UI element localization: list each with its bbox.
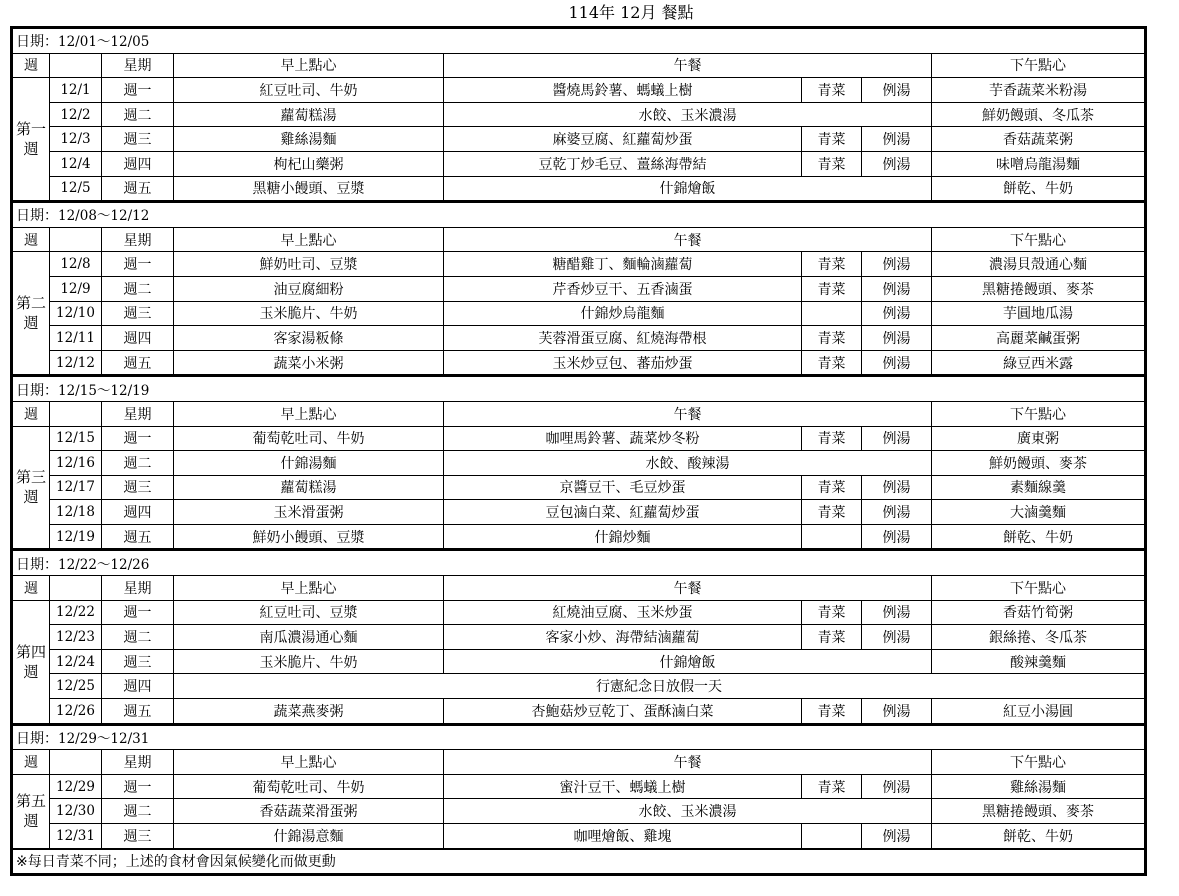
- day-date: 12/4: [50, 151, 102, 176]
- header-morning: 早上點心: [174, 750, 444, 775]
- afternoon-snack: 香菇竹筍粥: [932, 600, 1146, 625]
- table-row: [12, 78, 1146, 103]
- day-weekday: 週五: [102, 699, 174, 725]
- header-date: [50, 53, 102, 78]
- morning-snack: 蔬菜燕麥粥: [174, 699, 444, 725]
- lunch-vegetable: [802, 524, 862, 550]
- header-afternoon: 下午點心: [932, 750, 1146, 775]
- lunch: 紅燒油豆腐、玉米炒蛋: [444, 600, 802, 625]
- table-row: [12, 127, 1146, 152]
- header-day: 星期: [102, 401, 174, 426]
- morning-snack: 客家湯粄條: [174, 326, 444, 351]
- morning-snack: 玉米脆片、牛奶: [174, 301, 444, 326]
- header-morning: 早上點心: [174, 401, 444, 426]
- date-range: [12, 28, 1146, 54]
- lunch-soup: 例湯: [862, 301, 932, 326]
- day-weekday: 週二: [102, 625, 174, 650]
- day-weekday: 週一: [102, 426, 174, 451]
- day-date: 12/22: [50, 600, 102, 625]
- lunch-soup: 例湯: [862, 252, 932, 277]
- morning-snack: 雞絲湯麵: [174, 127, 444, 152]
- afternoon-snack: 銀絲捲、冬瓜茶: [932, 625, 1146, 650]
- day-date: 12/2: [50, 102, 102, 127]
- lunch-vegetable: 青菜: [802, 326, 862, 351]
- morning-snack: 香菇蔬菜滑蛋粥: [174, 799, 444, 824]
- morning-snack: 葡萄乾吐司、牛奶: [174, 426, 444, 451]
- lunch: 芙蓉滑蛋豆腐、紅燒海帶根: [444, 326, 802, 351]
- day-weekday: 週一: [102, 252, 174, 277]
- lunch: 什錦炒烏龍麵: [444, 301, 802, 326]
- day-weekday: 週四: [102, 326, 174, 351]
- morning-snack: 鮮奶吐司、豆漿: [174, 252, 444, 277]
- afternoon-snack: 素麵線羹: [932, 475, 1146, 500]
- table-row: [12, 475, 1146, 500]
- date-label: 日期：: [16, 556, 58, 573]
- lunch: 蜜汁豆干、螞蟻上樹: [444, 774, 802, 799]
- lunch-soup: 例湯: [862, 625, 932, 650]
- date-range-row: [12, 202, 1146, 228]
- afternoon-snack: 綠豆西米露: [932, 350, 1146, 376]
- day-weekday: 週三: [102, 301, 174, 326]
- morning-snack: 黑糖小饅頭、豆漿: [174, 176, 444, 202]
- day-date: 12/3: [50, 127, 102, 152]
- table-row: [12, 524, 1146, 550]
- header-afternoon: 下午點心: [932, 576, 1146, 601]
- day-weekday: 週一: [102, 774, 174, 799]
- header-row: [12, 576, 1146, 601]
- week-label: 第二週: [12, 252, 50, 376]
- header-morning: 早上點心: [174, 576, 444, 601]
- day-date: 12/5: [50, 176, 102, 202]
- morning-snack: 南瓜濃湯通心麵: [174, 625, 444, 650]
- meal-schedule-table: [10, 26, 1147, 876]
- day-date: 12/8: [50, 252, 102, 277]
- morning-snack: 蘿蔔糕湯: [174, 475, 444, 500]
- table-row: [12, 824, 1146, 849]
- table-row: [12, 774, 1146, 799]
- table-row: [12, 426, 1146, 451]
- footnote-row: [12, 849, 1146, 875]
- day-weekday: 週三: [102, 824, 174, 849]
- lunch: 豆包滷白菜、紅蘿蔔炒蛋: [444, 500, 802, 525]
- table-row: [12, 500, 1146, 525]
- lunch-vegetable: 青菜: [802, 699, 862, 725]
- header-date: [50, 227, 102, 252]
- header-day: 星期: [102, 750, 174, 775]
- lunch-vegetable: [802, 824, 862, 849]
- header-row: [12, 401, 1146, 426]
- day-weekday: 週五: [102, 350, 174, 376]
- lunch-soup: 例湯: [862, 276, 932, 301]
- lunch-soup: 例湯: [862, 699, 932, 725]
- day-weekday: 週三: [102, 127, 174, 152]
- day-weekday: 週一: [102, 600, 174, 625]
- morning-snack: 什錦湯意麵: [174, 824, 444, 849]
- afternoon-snack: 廣東粥: [932, 426, 1146, 451]
- header-lunch: 午餐: [444, 401, 932, 426]
- morning-snack: 油豆腐細粉: [174, 276, 444, 301]
- lunch-vegetable: 青菜: [802, 625, 862, 650]
- day-date: 12/17: [50, 475, 102, 500]
- lunch-soup: 例湯: [862, 151, 932, 176]
- table-row: [12, 176, 1146, 202]
- page-title: 114年 12月 餐點: [568, 3, 694, 22]
- header-day: 星期: [102, 576, 174, 601]
- afternoon-snack: 餅乾、牛奶: [932, 524, 1146, 550]
- table-row: [12, 326, 1146, 351]
- day-date: 12/9: [50, 276, 102, 301]
- day-weekday: 週五: [102, 524, 174, 550]
- date-range-row: [12, 550, 1146, 576]
- morning-snack: 葡萄乾吐司、牛奶: [174, 774, 444, 799]
- header-week: 週: [12, 53, 50, 78]
- table-row: [12, 350, 1146, 376]
- lunch-vegetable: 青菜: [802, 774, 862, 799]
- lunch: 什錦燴飯: [444, 176, 932, 202]
- lunch: 水餃、酸辣湯: [444, 451, 932, 476]
- table-row: [12, 102, 1146, 127]
- lunch: 糖醋雞丁、麵輪滷蘿蔔: [444, 252, 802, 277]
- lunch: 水餃、玉米濃湯: [444, 102, 932, 127]
- day-weekday: 週四: [102, 500, 174, 525]
- lunch-vegetable: 青菜: [802, 78, 862, 103]
- week-label: 第三週: [12, 426, 50, 550]
- lunch-vegetable: [802, 301, 862, 326]
- morning-snack: 玉米脆片、牛奶: [174, 649, 444, 674]
- morning-snack: 紅豆吐司、豆漿: [174, 600, 444, 625]
- date-label: 日期：: [16, 34, 58, 51]
- lunch: 客家小炒、海帶結滷蘿蔔: [444, 625, 802, 650]
- day-weekday: 週五: [102, 176, 174, 202]
- table-row: [12, 151, 1146, 176]
- table-row: [12, 451, 1146, 476]
- header-lunch: 午餐: [444, 750, 932, 775]
- table-row: [12, 252, 1146, 277]
- header-day: 星期: [102, 227, 174, 252]
- date-range: [12, 376, 1146, 402]
- date-range-row: [12, 724, 1146, 750]
- morning-snack: 什錦湯麵: [174, 451, 444, 476]
- header-row: [12, 227, 1146, 252]
- header-date: [50, 401, 102, 426]
- header-morning: 早上點心: [174, 227, 444, 252]
- afternoon-snack: 濃湯貝殼通心麵: [932, 252, 1146, 277]
- date-range-value: 12/22～12/26: [58, 556, 150, 573]
- lunch-soup: 例湯: [862, 127, 932, 152]
- morning-snack: 蔬菜小米粥: [174, 350, 444, 376]
- header-lunch: 午餐: [444, 576, 932, 601]
- table-row: [12, 625, 1146, 650]
- table-row: [12, 301, 1146, 326]
- afternoon-snack: 紅豆小湯圓: [932, 699, 1146, 725]
- lunch: 什錦燴飯: [444, 649, 932, 674]
- day-weekday: 週一: [102, 78, 174, 103]
- lunch-soup: 例湯: [862, 78, 932, 103]
- lunch-vegetable: 青菜: [802, 426, 862, 451]
- day-weekday: 週二: [102, 276, 174, 301]
- afternoon-snack: 高麗菜鹹蛋粥: [932, 326, 1146, 351]
- morning-snack: 紅豆吐司、牛奶: [174, 78, 444, 103]
- day-date: 12/30: [50, 799, 102, 824]
- lunch-soup: 例湯: [862, 426, 932, 451]
- day-date: 12/23: [50, 625, 102, 650]
- lunch-soup: 例湯: [862, 500, 932, 525]
- afternoon-snack: 雞絲湯麵: [932, 774, 1146, 799]
- header-row: [12, 53, 1146, 78]
- day-date: 12/19: [50, 524, 102, 550]
- date-label: 日期：: [16, 382, 58, 399]
- lunch-vegetable: 青菜: [802, 475, 862, 500]
- day-date: 12/25: [50, 674, 102, 699]
- day-date: 12/26: [50, 699, 102, 725]
- day-weekday: 週二: [102, 451, 174, 476]
- lunch-vegetable: 青菜: [802, 151, 862, 176]
- lunch-soup: 例湯: [862, 524, 932, 550]
- day-weekday: 週三: [102, 649, 174, 674]
- day-date: 12/10: [50, 301, 102, 326]
- header-lunch: 午餐: [444, 53, 932, 78]
- header-afternoon: 下午點心: [932, 53, 1146, 78]
- morning-snack: 枸杞山藥粥: [174, 151, 444, 176]
- table-row: [12, 699, 1146, 725]
- day-date: 12/11: [50, 326, 102, 351]
- lunch: 麻婆豆腐、紅蘿蔔炒蛋: [444, 127, 802, 152]
- date-range-value: 12/01～12/05: [58, 34, 150, 51]
- lunch-soup: 例湯: [862, 774, 932, 799]
- header-day: 星期: [102, 53, 174, 78]
- day-weekday: 週四: [102, 151, 174, 176]
- day-date: 12/1: [50, 78, 102, 103]
- date-range-row: [12, 376, 1146, 402]
- lunch: 咖哩燴飯、雞塊: [444, 824, 802, 849]
- table-row: [12, 649, 1146, 674]
- day-weekday: 週三: [102, 475, 174, 500]
- morning-snack: 玉米滑蛋粥: [174, 500, 444, 525]
- header-date: [50, 750, 102, 775]
- date-range: [12, 550, 1146, 576]
- afternoon-snack: 餅乾、牛奶: [932, 824, 1146, 849]
- date-label: 日期：: [16, 730, 58, 747]
- table-row: [12, 600, 1146, 625]
- header-week: 週: [12, 401, 50, 426]
- day-date: 12/16: [50, 451, 102, 476]
- afternoon-snack: 鮮奶饅頭、麥茶: [932, 451, 1146, 476]
- lunch: 什錦炒麵: [444, 524, 802, 550]
- header-afternoon: 下午點心: [932, 401, 1146, 426]
- day-weekday: 週二: [102, 799, 174, 824]
- morning-snack: 鮮奶小饅頭、豆漿: [174, 524, 444, 550]
- lunch: 京醬豆干、毛豆炒蛋: [444, 475, 802, 500]
- day-weekday: 週二: [102, 102, 174, 127]
- date-range: [12, 724, 1146, 750]
- footnote: ※每日青菜不同；上述的食材會因氣候變化而做更動: [12, 849, 1146, 875]
- day-date: 12/29: [50, 774, 102, 799]
- holiday-note: 行憲紀念日放假一天: [174, 674, 1146, 699]
- lunch-vegetable: 青菜: [802, 252, 862, 277]
- afternoon-snack: 大滷羹麵: [932, 500, 1146, 525]
- table-row: [12, 674, 1146, 699]
- lunch: 杏鮑菇炒豆乾丁、蛋酥滷白菜: [444, 699, 802, 725]
- lunch-soup: 例湯: [862, 475, 932, 500]
- lunch-vegetable: 青菜: [802, 500, 862, 525]
- lunch-soup: 例湯: [862, 600, 932, 625]
- day-date: 12/18: [50, 500, 102, 525]
- date-range: [12, 202, 1146, 228]
- lunch-vegetable: 青菜: [802, 350, 862, 376]
- lunch: 豆乾丁炒毛豆、薑絲海帶結: [444, 151, 802, 176]
- lunch: 玉米炒豆包、蕃茄炒蛋: [444, 350, 802, 376]
- header-week: 週: [12, 227, 50, 252]
- lunch-soup: 例湯: [862, 824, 932, 849]
- week-label: 第四週: [12, 600, 50, 724]
- date-range-value: 12/29～12/31: [58, 730, 150, 747]
- lunch-vegetable: 青菜: [802, 276, 862, 301]
- afternoon-snack: 餅乾、牛奶: [932, 176, 1146, 202]
- afternoon-snack: 芋圓地瓜湯: [932, 301, 1146, 326]
- header-lunch: 午餐: [444, 227, 932, 252]
- morning-snack: 蘿蔔糕湯: [174, 102, 444, 127]
- week-label: 第一週: [12, 78, 50, 202]
- lunch: 水餃、玉米濃湯: [444, 799, 932, 824]
- afternoon-snack: 黑糖捲饅頭、麥茶: [932, 276, 1146, 301]
- afternoon-snack: 黑糖捲饅頭、麥茶: [932, 799, 1146, 824]
- header-afternoon: 下午點心: [932, 227, 1146, 252]
- lunch-vegetable: 青菜: [802, 127, 862, 152]
- day-date: 12/15: [50, 426, 102, 451]
- header-morning: 早上點心: [174, 53, 444, 78]
- date-label: 日期：: [16, 208, 58, 225]
- day-date: 12/12: [50, 350, 102, 376]
- day-weekday: 週四: [102, 674, 174, 699]
- header-date: [50, 576, 102, 601]
- lunch-soup: 例湯: [862, 350, 932, 376]
- header-week: 週: [12, 750, 50, 775]
- afternoon-snack: 芋香蔬菜米粉湯: [932, 78, 1146, 103]
- afternoon-snack: 味噌烏龍湯麵: [932, 151, 1146, 176]
- date-range-value: 12/08～12/12: [58, 208, 150, 225]
- date-range-row: [12, 28, 1146, 54]
- lunch-vegetable: 青菜: [802, 600, 862, 625]
- lunch: 芹香炒豆干、五香滷蛋: [444, 276, 802, 301]
- day-date: 12/31: [50, 824, 102, 849]
- lunch: 醬燒馬鈴薯、螞蟻上樹: [444, 78, 802, 103]
- afternoon-snack: 鮮奶饅頭、冬瓜茶: [932, 102, 1146, 127]
- header-week: 週: [12, 576, 50, 601]
- afternoon-snack: 香菇蔬菜粥: [932, 127, 1146, 152]
- table-row: [12, 276, 1146, 301]
- lunch: 咖哩馬鈴薯、蔬菜炒冬粉: [444, 426, 802, 451]
- afternoon-snack: 酸辣羹麵: [932, 649, 1146, 674]
- date-range-value: 12/15～12/19: [58, 382, 150, 399]
- header-row: [12, 750, 1146, 775]
- lunch-soup: 例湯: [862, 326, 932, 351]
- day-date: 12/24: [50, 649, 102, 674]
- week-label: 第五週: [12, 774, 50, 848]
- table-row: [12, 799, 1146, 824]
